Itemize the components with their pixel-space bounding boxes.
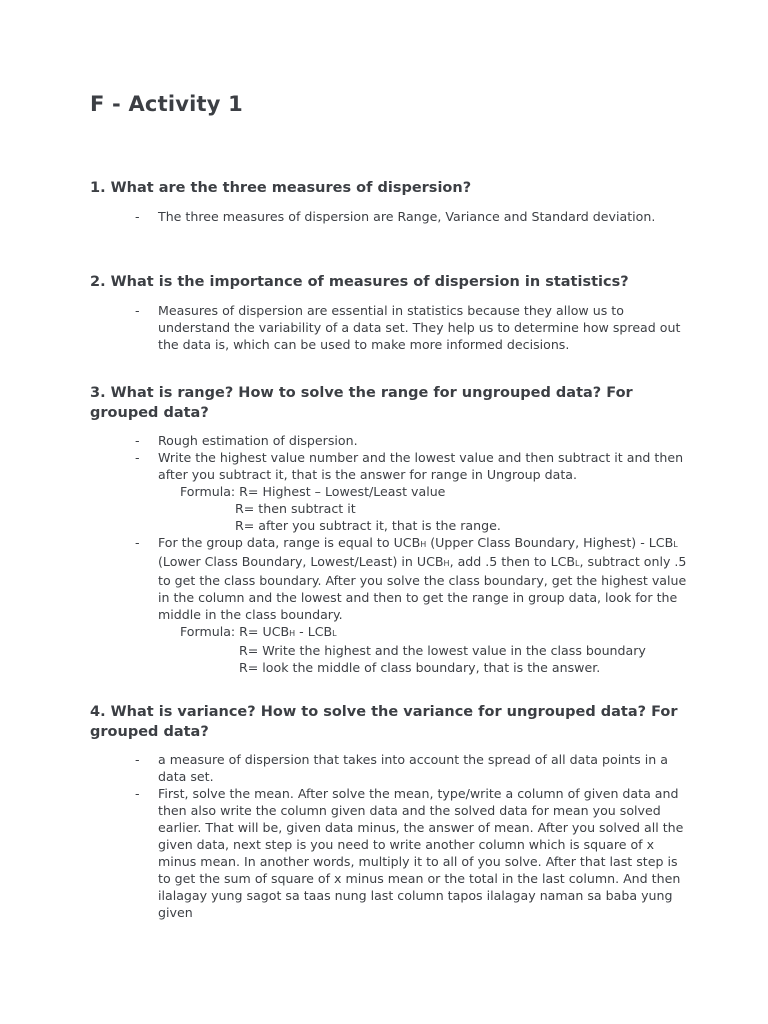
- subscript-h: H: [289, 629, 296, 638]
- page-title: F - Activity 1: [90, 92, 243, 116]
- list-item: [90, 751, 690, 785]
- question-3-answers: [90, 432, 690, 676]
- formula-line: R= after you subtract it, that is the range.: [235, 518, 501, 533]
- list-item: [90, 534, 690, 676]
- bullet-dash: -: [135, 535, 140, 550]
- subscript-l: L: [575, 559, 580, 568]
- formula-line: R= then subtract it: [235, 501, 356, 516]
- answer-text: The three measures of dispersion are Range, Variance and Standard deviation.: [158, 209, 656, 224]
- bullet-dash: -: [135, 786, 140, 801]
- answer-text: (Lower Class Boundary, Lowest/Least) in UCB: [158, 554, 444, 569]
- answer-text: a measure of dispersion that takes into account the spread of all data points in a data set.: [158, 752, 668, 784]
- answer-text: For the group data, range is equal to UCB: [158, 535, 421, 550]
- subscript-l: L: [673, 540, 678, 549]
- question-2-heading: 2. What is the importance of measures of dispersion in statistics?: [90, 274, 629, 290]
- formula-line: Formula: R= Highest – Lowest/Least value: [180, 484, 446, 499]
- bullet-dash: -: [135, 433, 140, 448]
- list-item: [90, 432, 690, 449]
- question-1-answers: [90, 208, 690, 225]
- bullet-dash: -: [135, 752, 140, 767]
- question-4-heading: 4. What is variance? How to solve the variance for ungrouped data? For grouped data?: [90, 704, 678, 740]
- answer-text: Rough estimation of dispersion.: [158, 433, 358, 448]
- formula-line: R= Write the highest and the lowest value in the class boundary: [239, 643, 646, 658]
- question-2-answers: [90, 302, 690, 353]
- question-4-answers: [90, 751, 690, 921]
- subscript-h: H: [443, 559, 450, 568]
- answer-text: First, solve the mean. After solve the mean, type/write a column of given data and then also write the column given data and the solved data for mean you solved earlier. That will be, given data minus, the answer of mean. After you solved all the given data, next step is you need to write another column which is square of x minus mean. In another words, multiply it to all of you solve. After that last step is to get the sum of square of x minus mean or the total in the last column. And then ilalagay yung sagot sa taas nung last column tapos ilalagay naman sa baba yung given: [158, 786, 684, 920]
- list-item: [90, 302, 690, 353]
- list-item: [90, 208, 690, 225]
- bullet-dash: -: [135, 450, 140, 465]
- subscript-h: H: [420, 540, 427, 549]
- list-item: [90, 449, 690, 534]
- answer-text: , subtract only .5 to get the class boundary. After you solve the class boundary, get the highest value in the column and the lowest and then to get the range in group data, look for the middle in the class boundary.: [158, 554, 687, 622]
- list-item: [90, 785, 690, 921]
- formula-line: R= look the middle of class boundary, that is the answer.: [239, 660, 601, 675]
- answer-text: , add .5 then to LCB: [449, 554, 576, 569]
- formula-prefix: Formula: R= UCB: [180, 624, 290, 639]
- answer-text: (Upper Class Boundary, Highest) - LCB: [430, 535, 674, 550]
- bullet-dash: -: [135, 303, 140, 318]
- question-3-heading: 3. What is range? How to solve the range for ungrouped data? For grouped data?: [90, 385, 633, 421]
- formula-line: [158, 623, 690, 642]
- formula-middle: - LCB: [295, 624, 333, 639]
- answer-text: Measures of dispersion are essential in statistics because they allow us to understand the variability of a data set. They help us to determine how spread out the data is, which can be used to make more informed decisions.: [158, 303, 681, 352]
- bullet-dash: -: [135, 209, 140, 224]
- subscript-l: L: [332, 629, 337, 638]
- question-1-heading: 1. What are the three measures of dispersion?: [90, 180, 472, 196]
- answer-text: Write the highest value number and the lowest value and then subtract it and then after you subtract it, that is the answer for range in Ungroup data.: [158, 450, 684, 482]
